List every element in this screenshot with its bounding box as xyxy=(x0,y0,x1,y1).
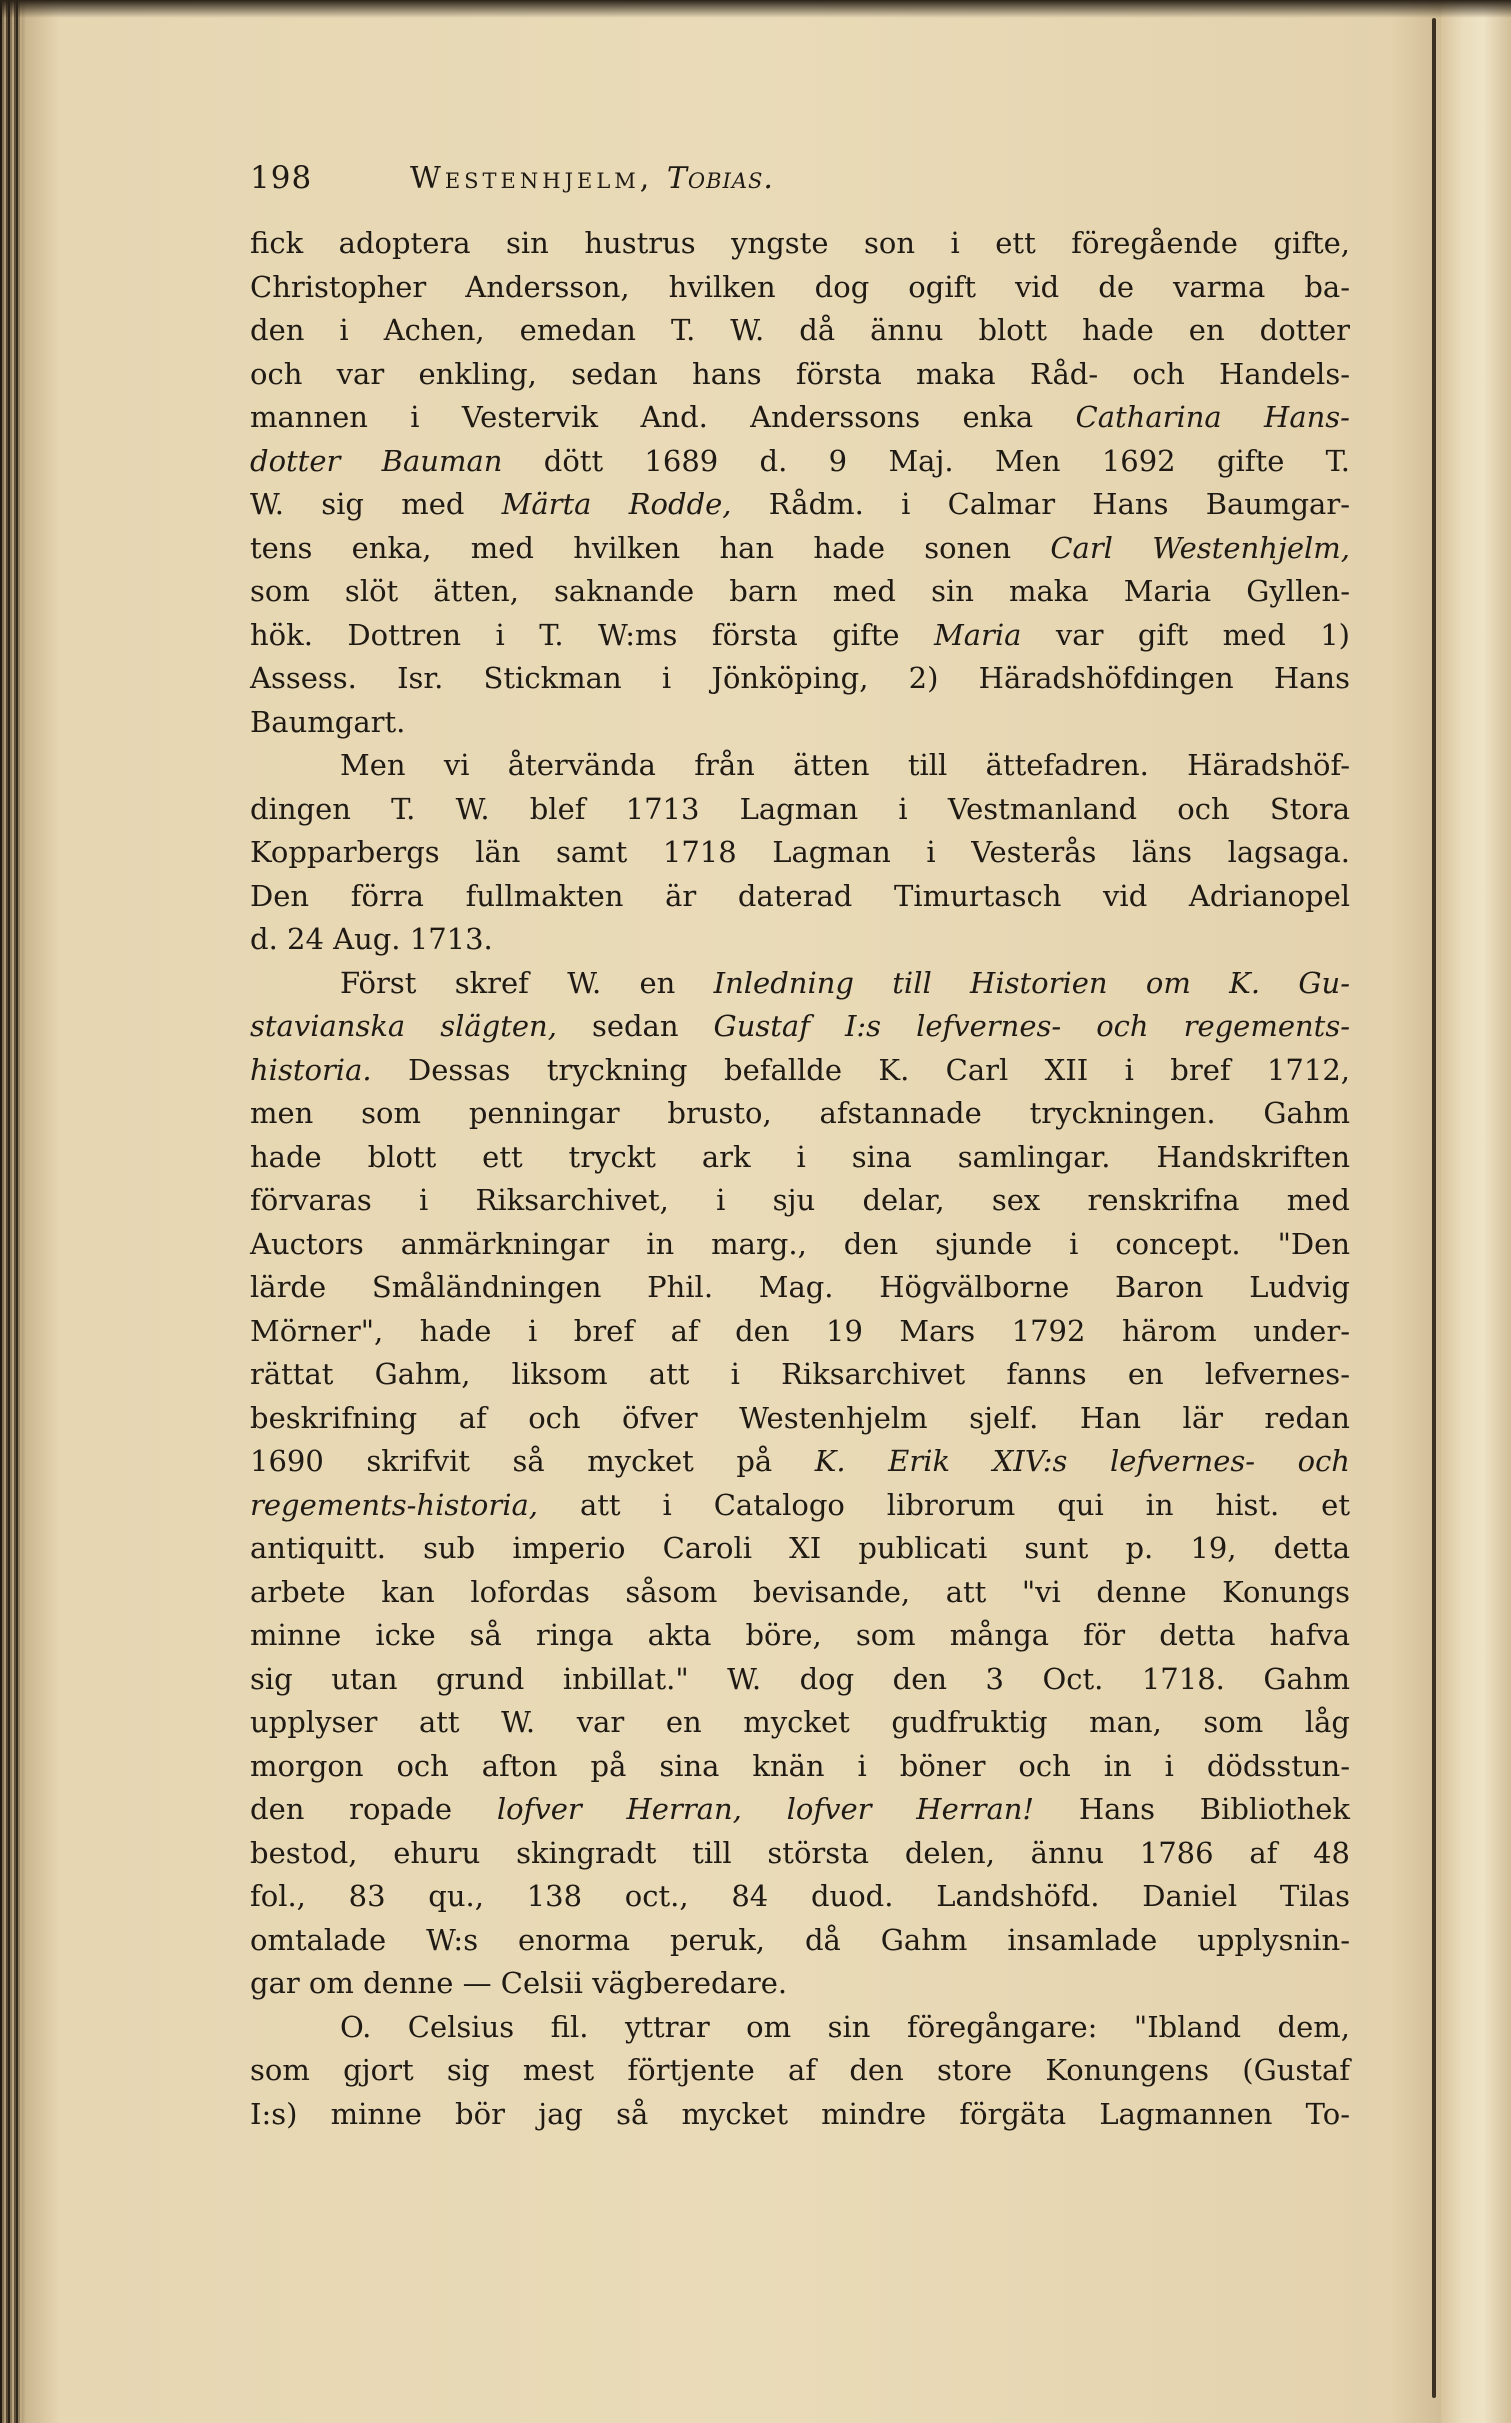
text-segment: I:s) minne bör jag så mycket mindre förgäta Lagmannen To- xyxy=(250,2096,1350,2131)
text-segment: hök. Dottren i T. W:ms första gifte xyxy=(250,617,935,652)
text-line xyxy=(250,483,1350,527)
running-head xyxy=(410,161,774,196)
text-line xyxy=(250,788,1350,832)
text-segment: O. Celsius fil. yttrar om sin föregångare: "Ibland dem, xyxy=(340,2009,1350,2044)
italic-segment: dotter Bauman xyxy=(250,443,503,478)
text-segment: dingen T. W. blef 1713 Lagman i Vestmanland och Stora xyxy=(250,791,1350,826)
italic-segment: Märta Rodde, xyxy=(501,487,732,521)
text-line xyxy=(250,1962,1350,2006)
text-line xyxy=(250,1179,1350,1223)
text-segment: W. sig med xyxy=(250,487,502,521)
text-segment: förvaras i Riksarchivet, i sju delar, sex renskrifna med xyxy=(250,1183,1350,1217)
text-segment: rättat Gahm, liksom att i Riksarchivet fanns en lefvernes- xyxy=(250,1357,1350,1391)
text-line xyxy=(250,1745,1350,1789)
text-line xyxy=(250,222,1350,266)
text-line xyxy=(250,266,1350,310)
text-line xyxy=(250,1614,1350,1658)
text-segment: Kopparbergs län samt 1718 Lagman i Vesterås läns lagsaga. xyxy=(250,835,1350,869)
text-segment: Hans Bibliothek xyxy=(1034,1792,1350,1826)
text-segment: fick adoptera sin hustrus yngste son i ett föregående gifte, xyxy=(250,226,1350,260)
text-segment: Christopher Andersson, hvilken dog ogift vid de varma ba- xyxy=(250,269,1350,304)
text-line xyxy=(250,614,1350,658)
text-segment: Auctors anmärkningar in marg., den sjunde i concept. "Den xyxy=(250,1226,1350,1261)
italic-segment: stavianska slägten, xyxy=(250,1009,557,1043)
text-line xyxy=(250,1440,1350,1484)
text-segment: Men vi återvända från ätten till ättefadren. Häradshöf- xyxy=(340,748,1350,782)
text-segment: den ropade xyxy=(250,1792,497,1826)
text-segment: och var enkling, sedan hans första maka Råd- och Handels- xyxy=(250,356,1350,391)
text-segment: fol., 83 qu., 138 oct., 84 duod. Landshöfd. Daniel Tilas xyxy=(250,1879,1350,1913)
text-line xyxy=(250,1005,1350,1049)
text-segment: minne icke så ringa akta böre, som många för detta hafva xyxy=(250,1618,1350,1652)
text-line xyxy=(250,1310,1350,1354)
text-segment: lärde Småländningen Phil. Mag. Högvälborne Baron Ludvig xyxy=(250,1270,1350,1304)
top-shadow xyxy=(0,0,1511,18)
text-segment: sig utan grund inbillat." W. dog den 3 Oct. 1718. Gahm xyxy=(250,1661,1350,1696)
text-segment: var gift med 1) xyxy=(1021,617,1350,652)
text-line xyxy=(250,1484,1350,1528)
book-spine xyxy=(0,0,22,2423)
text-segment: bestod, ehuru skingradt till största delen, ännu 1786 af 48 xyxy=(250,1835,1350,1870)
book-page xyxy=(250,160,1350,2136)
running-head-surname: Westenhjelm, xyxy=(410,161,654,196)
text-segment: Baumgart. xyxy=(250,704,406,739)
text-line xyxy=(250,1049,1350,1093)
text-line xyxy=(250,1832,1350,1876)
page-edge-line xyxy=(1432,18,1436,2398)
text-line xyxy=(250,309,1350,353)
text-line xyxy=(250,2006,1350,2050)
text-line xyxy=(250,353,1350,397)
italic-segment: Catharina Hans- xyxy=(1075,400,1350,434)
text-line xyxy=(250,1788,1350,1832)
body-text xyxy=(250,222,1350,2136)
text-line xyxy=(250,701,1350,745)
italic-segment: Gustaf I:s lefvernes- och regements- xyxy=(713,1009,1351,1043)
text-segment: antiquitt. sub imperio Caroli XI publicati sunt p. 19, detta xyxy=(250,1531,1350,1565)
text-segment: sedan xyxy=(556,1009,714,1043)
text-line xyxy=(250,2093,1350,2137)
text-line xyxy=(250,2049,1350,2093)
italic-segment: lofver Herran, lofver Herran! xyxy=(496,1792,1035,1826)
text-line xyxy=(250,657,1350,701)
text-line xyxy=(250,440,1350,484)
text-line xyxy=(250,527,1350,571)
text-segment: Mörner", hade i bref af den 19 Mars 1792 härom under- xyxy=(250,1313,1350,1348)
text-line xyxy=(250,918,1350,962)
text-segment: som slöt ätten, saknande barn med sin maka Maria Gyllen- xyxy=(250,574,1350,608)
text-segment: d. 24 Aug. 1713. xyxy=(250,922,493,956)
text-segment: Först skref W. en xyxy=(340,965,714,1000)
text-segment: Assess. Isr. Stickman i Jönköping, 2) Häradshöfdingen Hans xyxy=(250,661,1350,695)
text-line xyxy=(250,831,1350,875)
text-line xyxy=(250,1353,1350,1397)
text-line xyxy=(250,570,1350,614)
page-header xyxy=(250,160,1350,212)
text-segment: mannen i Vestervik And. Anderssons enka xyxy=(250,400,1076,434)
text-line xyxy=(250,1875,1350,1919)
text-segment: omtalade W:s enorma peruk, då Gahm insamlade upplysnin- xyxy=(250,1922,1350,1957)
italic-segment: Inledning till Historien om K. Gu- xyxy=(713,965,1351,1000)
text-segment: arbete kan lofordas såsom bevisande, att "vi denne Konungs xyxy=(250,1574,1350,1609)
text-line xyxy=(250,1136,1350,1180)
text-segment: 1690 skrifvit så mycket på xyxy=(250,1444,815,1478)
italic-segment: historia. xyxy=(250,1052,372,1087)
text-line xyxy=(250,396,1350,440)
italic-segment: regements-historia, xyxy=(250,1487,539,1522)
text-segment: morgon och afton på sina knän i böner och in i dödsstun- xyxy=(250,1748,1350,1783)
text-segment: gar om denne — Celsii vägberedare. xyxy=(250,1966,788,2000)
text-segment: tens enka, med hvilken han hade sonen xyxy=(250,530,1051,565)
page-edge xyxy=(1441,0,1511,2423)
text-line xyxy=(250,744,1350,788)
text-segment: hade blott ett tryckt ark i sina samlingar. Handskriften xyxy=(250,1139,1350,1174)
running-head-name: Tobias. xyxy=(666,161,774,196)
page-number: 198 xyxy=(250,160,313,196)
text-line xyxy=(250,1266,1350,1310)
text-segment: Den förra fullmakten är daterad Timurtasch vid Adrianopel xyxy=(250,878,1350,913)
text-line xyxy=(250,1701,1350,1745)
text-segment: Rådm. i Calmar Hans Baumgar- xyxy=(731,487,1350,521)
italic-segment: Maria xyxy=(934,617,1022,652)
text-line xyxy=(250,1397,1350,1441)
text-line xyxy=(250,1223,1350,1267)
text-segment: Dessas tryckning befallde K. Carl XII i bref 1712, xyxy=(371,1052,1350,1087)
text-line xyxy=(250,875,1350,919)
italic-segment: Carl Westenhjelm, xyxy=(1050,530,1350,565)
text-segment: den i Achen, emedan T. W. då ännu blott hade en dotter xyxy=(250,313,1350,347)
text-line xyxy=(250,1571,1350,1615)
text-segment: att i Catalogo librorum qui in hist. et xyxy=(538,1487,1350,1522)
text-line xyxy=(250,1527,1350,1571)
text-segment: beskrifning af och öfver Westenhjelm sjelf. Han lär redan xyxy=(250,1400,1350,1435)
text-line xyxy=(250,962,1350,1006)
text-line xyxy=(250,1658,1350,1702)
text-segment: dött 1689 d. 9 Maj. Men 1692 gifte T. xyxy=(502,443,1350,478)
text-segment: upplyser att W. var en mycket gudfruktig man, som låg xyxy=(250,1705,1350,1739)
text-segment: som gjort sig mest förtjente af den store Konungens (Gustaf xyxy=(250,2053,1350,2087)
text-line xyxy=(250,1092,1350,1136)
text-segment: men som penningar brusto, afstannade tryckningen. Gahm xyxy=(250,1096,1350,1130)
text-line xyxy=(250,1919,1350,1963)
italic-segment: K. Erik XIV:s lefvernes- och xyxy=(814,1444,1350,1478)
